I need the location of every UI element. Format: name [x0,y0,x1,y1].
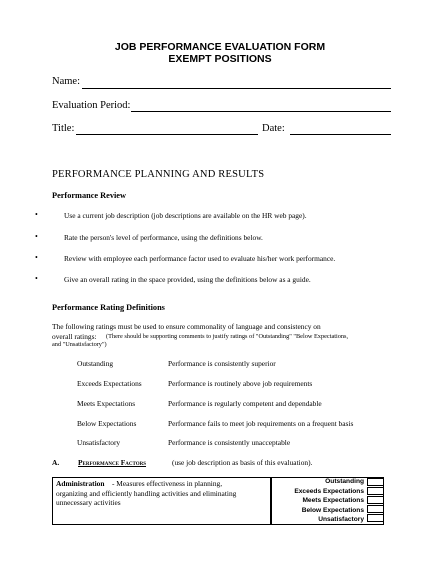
rating-checkbox-unsatisfactory[interactable] [367,514,384,522]
review-bullet-4: Give an overall rating in the space provided, using the definitions below as a guide. [64,275,311,284]
bullet-icon: • [35,232,38,241]
rating-option-label: Exceeds Expectations [294,488,364,495]
definitions-intro-line1: The following ratings must be used to ensure commonality of language and consistency on [52,322,321,331]
review-bullet-3: Review with employee each performance factor used to evaluate his/her work performance. [64,254,336,263]
rating-checkbox-outstanding[interactable] [367,478,384,486]
date-label: Date: [262,123,285,134]
performance-review-heading: Performance Review [52,191,126,200]
rating-checkbox-exceeds[interactable] [367,487,384,495]
rating-option-label: Below Expectations [301,507,364,514]
evaluation-period-field[interactable] [131,111,391,112]
factors-letter: A. [52,458,60,467]
rating-checkbox-meets[interactable] [367,496,384,504]
title-label: Title: [52,123,75,134]
factors-heading: Performance Factors [78,458,147,467]
administration-title: Administration [56,479,105,488]
rating-term: Outstanding [77,359,114,368]
bullet-icon: • [35,210,38,219]
evaluation-period-label: Evaluation Period: [52,100,131,111]
administration-desc-line1: - Measures effectiveness in planning, [112,479,223,488]
form-subtitle: EXEMPT POSITIONS [168,53,272,65]
date-field[interactable] [290,134,391,135]
bullet-icon: • [35,253,38,262]
bullet-icon: • [35,274,38,283]
rating-term: Exceeds Expectations [77,379,142,388]
section-heading: PERFORMANCE PLANNING AND RESULTS [52,169,265,180]
definitions-intro-line2: overall ratings: [52,332,97,341]
rating-option-label: Unsatisfactory [318,516,364,523]
rating-term: Meets Expectations [77,399,136,408]
rating-definition: Performance is routinely above job requirements [168,379,313,388]
rating-checkbox-below[interactable] [367,505,384,513]
review-bullet-1: Use a current job description (job descriptions are available on the HR web page). [64,211,307,220]
rating-term: Unsatisfactory [77,438,121,447]
rating-option-label: Meets Expectations [302,497,364,504]
rating-term: Below Expectations [77,419,137,428]
title-field[interactable] [76,134,258,135]
rating-definition: Performance fails to meet job requirements on a frequent basis [168,419,354,428]
definitions-intro-note-cont: and "Unsatisfactory") [52,341,107,348]
factors-note: (use job description as basis of this evaluation). [172,458,313,467]
name-field[interactable] [82,88,391,89]
administration-desc-line2: organizing and efficiently handling activities and eliminating [56,489,237,498]
form-title: JOB PERFORMANCE EVALUATION FORM [114,41,326,53]
administration-factor-box [52,477,271,525]
rating-definition: Performance is consistently unacceptable [168,438,291,447]
definitions-intro-note: (There should be supporting comments to justify ratings of "Outstanding" "Below Expectations, [106,333,349,340]
rating-definitions-heading: Performance Rating Definitions [52,303,165,312]
rating-definition: Performance is regularly competent and dependable [168,399,322,408]
rating-option-label: Outstanding [325,478,364,485]
rating-definition: Performance is consistently superior [168,359,276,368]
name-label: Name: [52,76,80,87]
administration-desc-line3: unnecessary activities [56,498,121,507]
review-bullet-2: Rate the person's level of performance, using the definitions below. [64,233,263,242]
